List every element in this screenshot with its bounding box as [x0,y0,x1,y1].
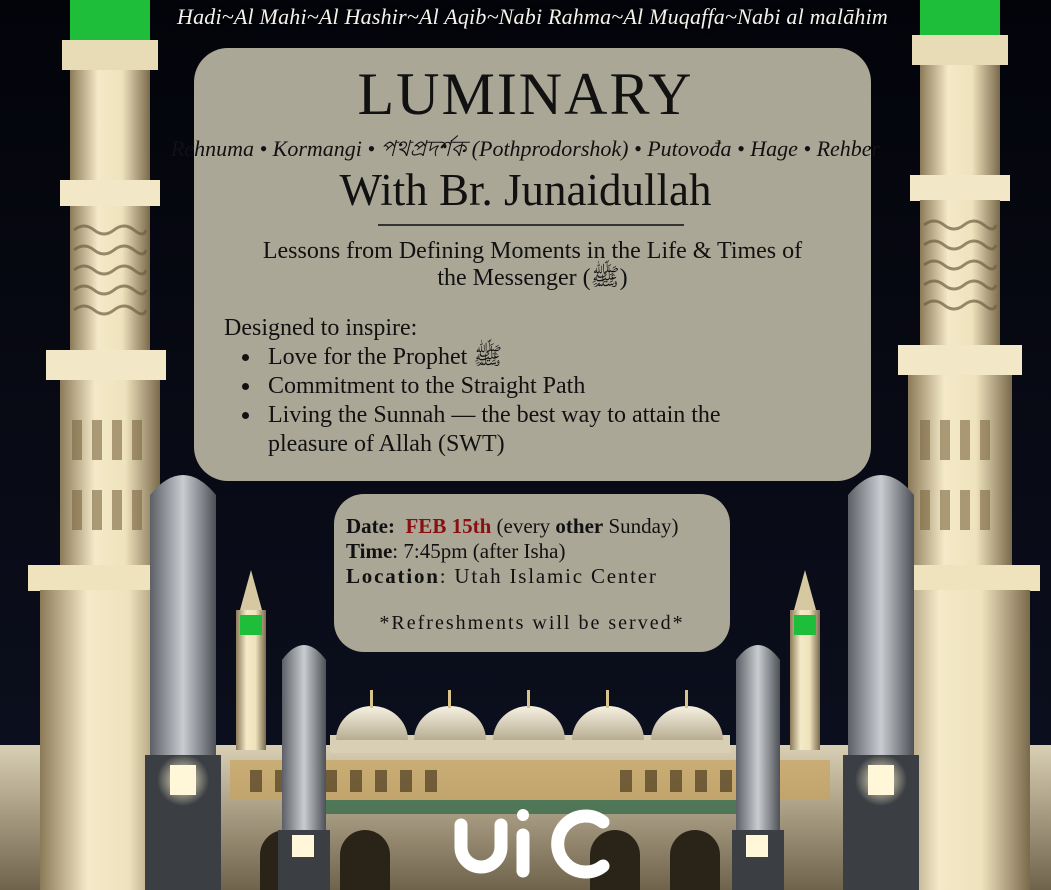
host-name: With Br. Junaidullah [339,165,712,215]
title-translations: Rehnuma • Kormangi • পথপ্রদর্শক (Pothprodorshok) • Putovođa • Hage • Rehber [170,136,881,161]
refreshments-note: *Refreshments will be served* [379,612,685,634]
list-item [242,343,802,372]
date-value: FEB 15th [405,514,492,538]
date-note-pre: (every [496,514,556,538]
time-value: : 7:45pm (after Isha) [392,539,566,563]
list-item [242,401,802,459]
time-label: Time [346,539,393,563]
date-note-bold: other [555,514,604,538]
designed-label: Designed to inspire: [224,315,418,341]
list-item [242,372,802,401]
lesson-line-2: the Messenger (ﷺ) [437,265,628,291]
date-row [346,514,678,539]
divider-line [378,224,684,226]
lesson-line-1: Lessons from Defining Moments in the Life & Times of [262,238,803,264]
inspire-list [242,343,802,459]
bullet-icon [242,354,249,361]
date-label: Date: [346,514,395,538]
bullet-icon [242,383,249,390]
program-title: LUMINARY [357,61,694,127]
date-note-post: Sunday) [603,514,679,538]
location-label: Location [346,564,440,588]
bullet-icon [242,412,249,419]
time-row [346,539,565,564]
list-item-text: Love for the Prophet ﷺ [268,344,503,370]
prophet-names-banner: Hadi~Al Mahi~Al Hashir~Al Aqib~Nabi Rahma~Al Muqaffa~Nabi al malāhim [177,4,888,29]
lesson-description [230,238,835,292]
location-row [346,564,658,589]
location-value: : Utah Islamic Center [439,564,658,588]
list-item-text: Living the Sunnah — the best way to attain the pleasure of Allah (SWT) [268,402,721,457]
list-item-text: Commitment to the Straight Path [268,373,586,399]
